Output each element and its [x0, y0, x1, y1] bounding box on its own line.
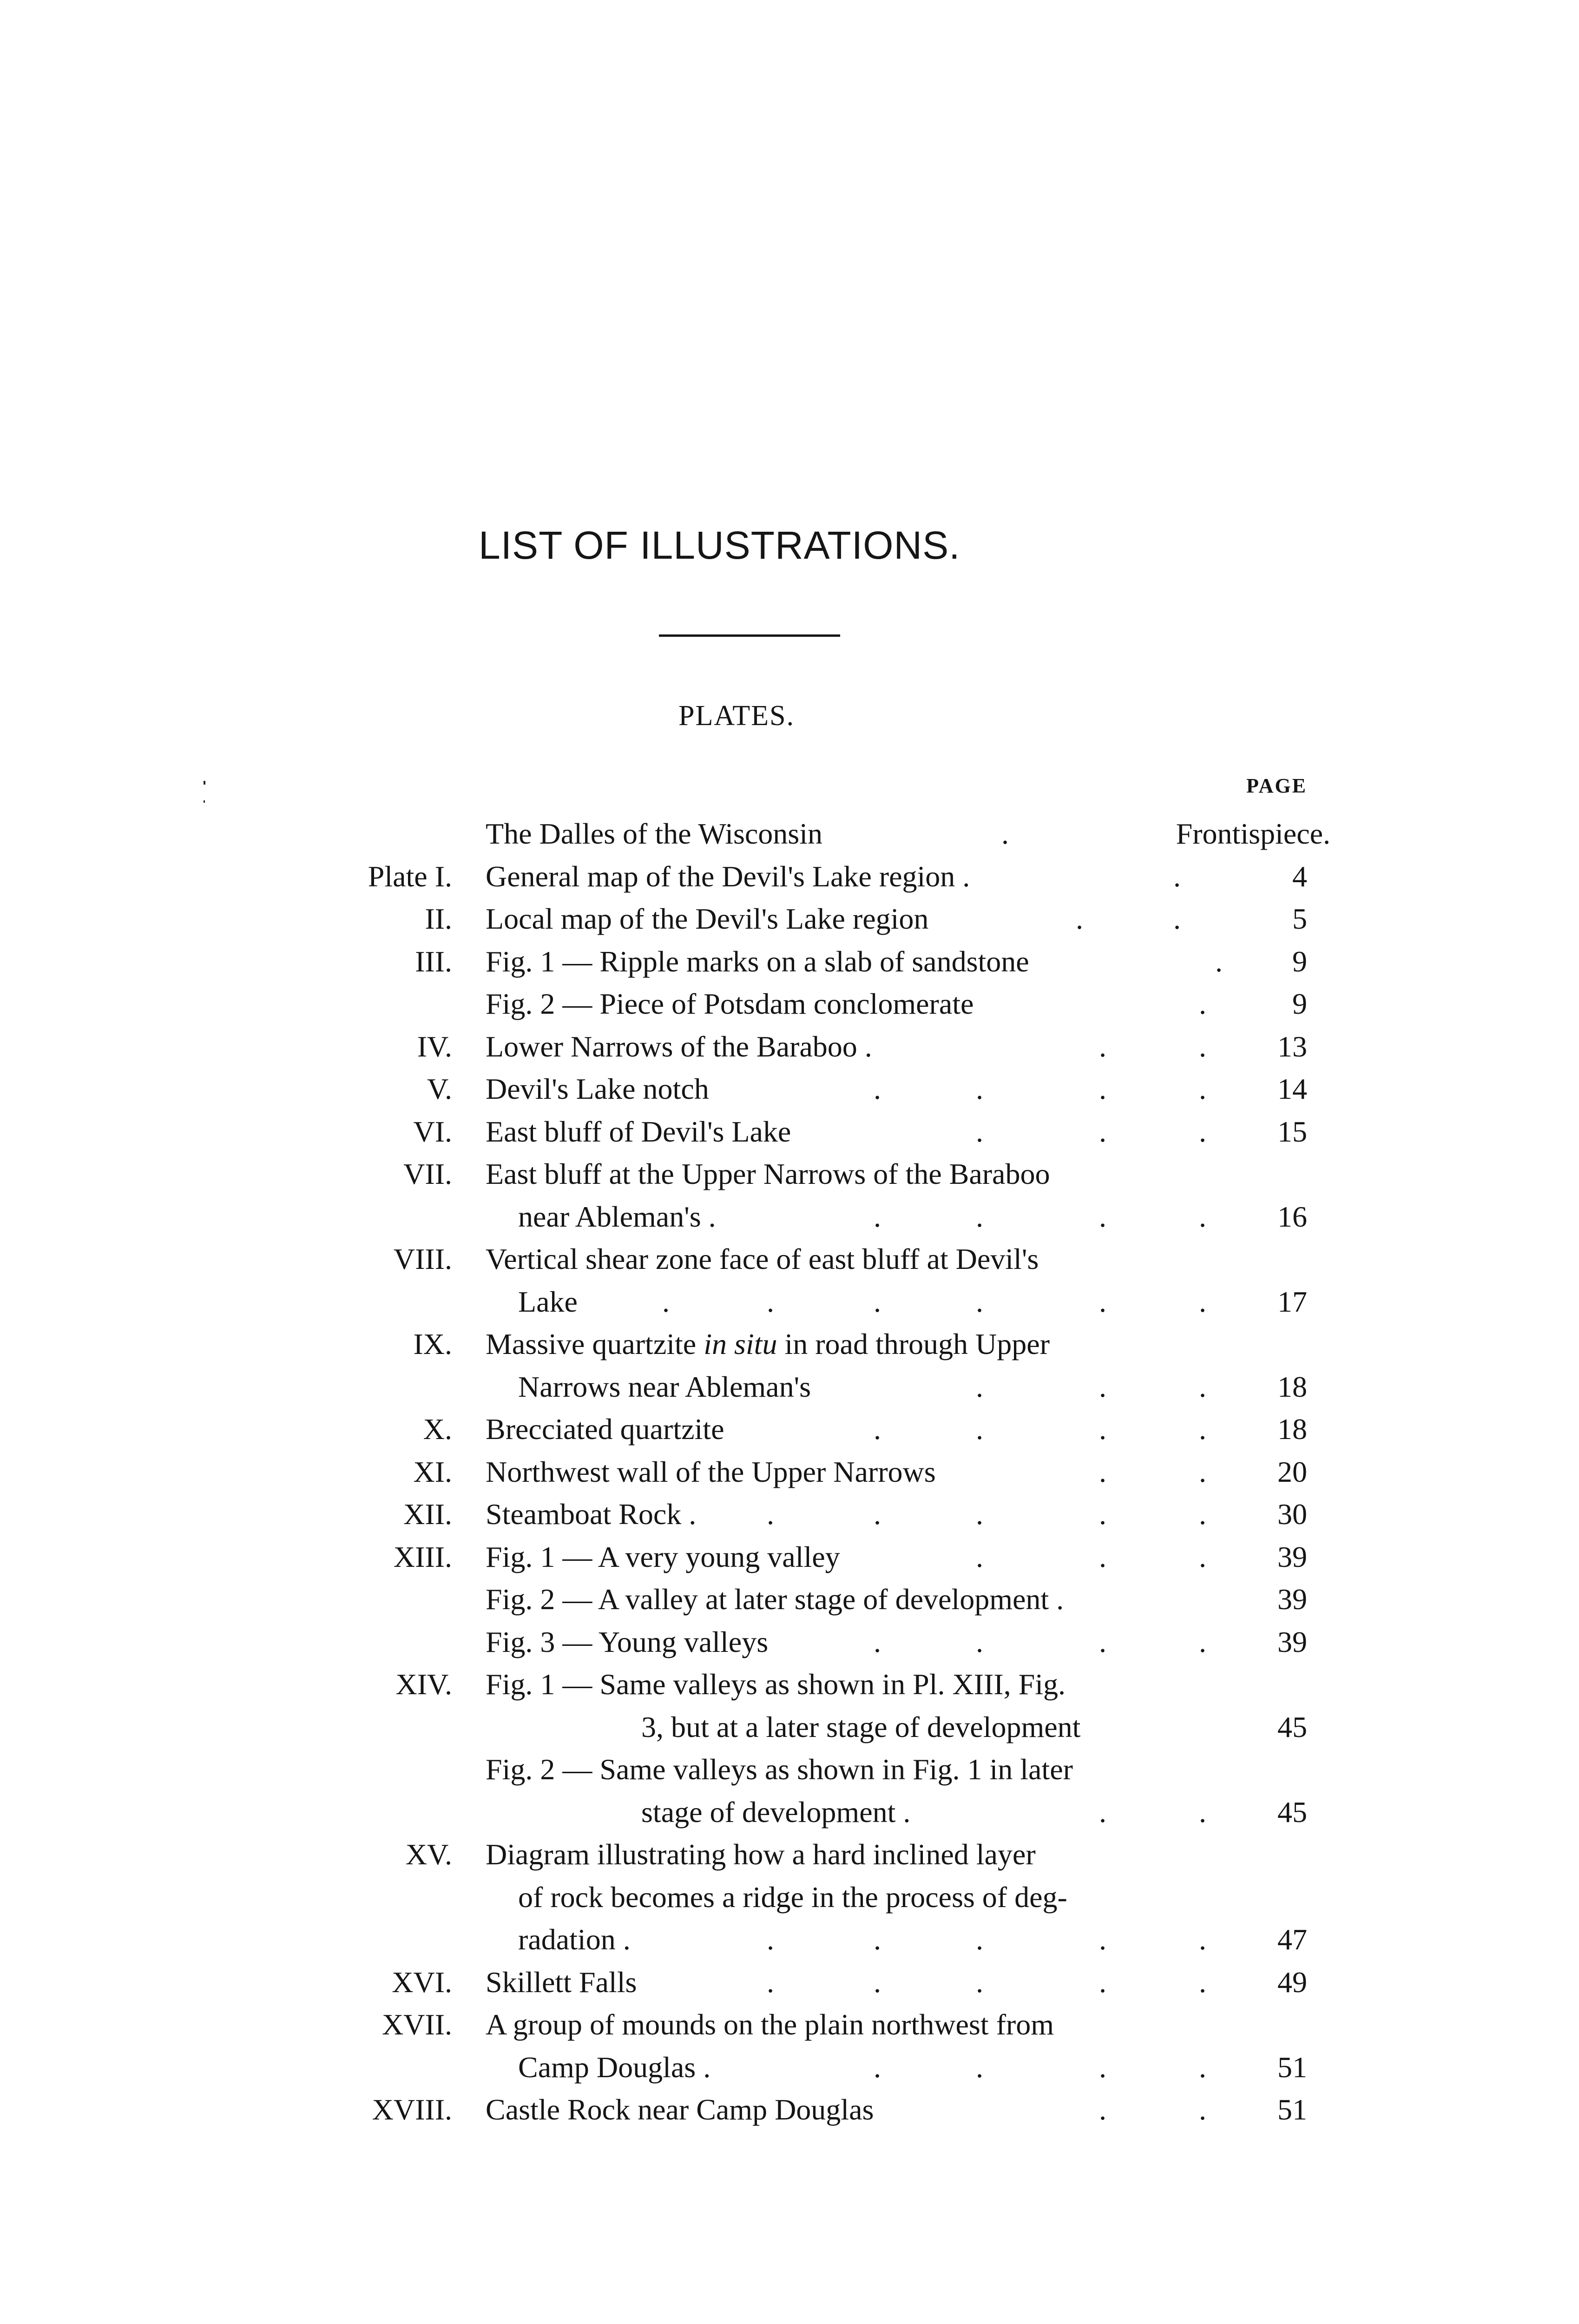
illustration-entry — [0, 855, 1579, 898]
leader-dot: . — [874, 1072, 881, 1105]
leader-dot: . — [1099, 1030, 1106, 1063]
leader-dot: . — [1001, 817, 1009, 850]
illustration-entry-continuation — [0, 1706, 1579, 1749]
entry-title: Fig. 2 — Piece of Potsdam conclomerate — [486, 987, 974, 1020]
entry-title: Devil's Lake notch — [486, 1072, 709, 1105]
leader-dot: . — [1099, 1540, 1106, 1573]
leader-dot: . — [976, 1115, 983, 1148]
page-number: 13 — [1277, 1030, 1307, 1063]
page-number: 14 — [1277, 1072, 1307, 1105]
page-number: 18 — [1277, 1413, 1307, 1446]
page-title: LIST OF ILLUSTRATIONS. — [479, 523, 961, 567]
leader-dot: . — [1199, 1030, 1206, 1063]
page-number: 15 — [1277, 1115, 1307, 1148]
leader-dot: . — [1099, 1285, 1106, 1318]
leader-dot: . — [976, 2050, 983, 2084]
leader-dot: . — [1199, 2050, 1206, 2084]
page-speck — [204, 781, 205, 785]
leader-dot: . — [1099, 1115, 1106, 1148]
page-number: 5 — [1292, 902, 1307, 935]
leader-dot: . — [1199, 1923, 1206, 1956]
plate-number: IV. — [417, 1030, 452, 1063]
leader-dot: . — [874, 1413, 881, 1446]
entry-title: Massive quartzite in situ in road through Upper — [486, 1327, 1050, 1360]
page-number: 45 — [1277, 1795, 1307, 1829]
plate-number: VI. — [413, 1115, 452, 1148]
leader-dot: . — [1099, 1072, 1106, 1105]
leader-dot: . — [1199, 1540, 1206, 1573]
leader-dot: . — [976, 1923, 983, 1956]
entry-title: East bluff at the Upper Narrows of the Baraboo — [486, 1157, 1050, 1190]
leader-dot: . — [976, 1200, 983, 1233]
leader-dot: . — [1173, 859, 1181, 893]
illustrations-list — [0, 812, 1579, 2131]
entry-title: Fig. 3 — Young valleys — [486, 1625, 769, 1658]
leader-dot: . — [874, 2050, 881, 2084]
illustration-entry — [0, 1025, 1579, 1068]
illustration-entry — [0, 1536, 1579, 1578]
page-number: 4 — [1292, 859, 1307, 893]
leader-dot: . — [1099, 1923, 1106, 1956]
leader-dot: . — [1199, 1115, 1206, 1148]
leader-dot: . — [767, 1285, 774, 1318]
plate-number: II. — [425, 902, 452, 935]
plate-number: IX. — [413, 1327, 452, 1360]
illustration-entry — [0, 1961, 1579, 2004]
leader-dot: . — [976, 1413, 983, 1446]
illustration-entry — [0, 1110, 1579, 1153]
leader-dot: . — [976, 1072, 983, 1105]
entry-title: General map of the Devil's Lake region . — [486, 859, 970, 893]
entry-title: Fig. 1 — Same valleys as shown in Pl. XIII, Fig. — [486, 1668, 1066, 1701]
illustration-entry — [0, 983, 1579, 1025]
illustration-entry — [0, 1238, 1579, 1281]
entry-title: radation . — [518, 1923, 631, 1956]
entry-title: Diagram illustrating how a hard inclined layer — [486, 1838, 1036, 1871]
entry-title: Narrows near Ableman's — [518, 1370, 811, 1403]
leader-dot: . — [976, 1965, 983, 1999]
page-number: 30 — [1277, 1498, 1307, 1531]
illustration-entry — [0, 1408, 1579, 1451]
entry-title: Northwest wall of the Upper Narrows — [486, 1455, 936, 1488]
entry-title: Skillett Falls — [486, 1965, 637, 1999]
leader-dot: . — [1099, 1370, 1106, 1403]
page-number: 39 — [1277, 1625, 1307, 1658]
leader-dot: . — [1215, 944, 1223, 978]
leader-dot: . — [1199, 1498, 1206, 1531]
entry-title: Fig. 2 — A valley at later stage of development . — [486, 1583, 1064, 1616]
plate-number: XVI. — [392, 1965, 452, 1999]
entry-title: Fig. 2 — Same valleys as shown in Fig. 1 in later — [486, 1753, 1073, 1786]
entry-title: A group of mounds on the plain northwest from — [486, 2008, 1054, 2041]
page-number: 17 — [1277, 1285, 1307, 1318]
entry-title: Castle Rock near Camp Douglas — [486, 2093, 874, 2126]
illustration-entry — [0, 940, 1579, 983]
illustration-entry — [0, 1153, 1579, 1195]
illustration-entry — [0, 1323, 1579, 1366]
entry-title: Camp Douglas . — [518, 2050, 711, 2084]
plate-number: VII. — [403, 1157, 452, 1190]
plate-number: V. — [427, 1072, 452, 1105]
entry-title: stage of development . — [641, 1795, 911, 1829]
entry-title: Fig. 1 — Ripple marks on a slab of sandstone — [486, 944, 1029, 978]
page-number: 51 — [1277, 2093, 1307, 2126]
plate-number: XVII. — [382, 2008, 452, 2041]
leader-dot: . — [976, 1540, 983, 1573]
illustration-entry — [0, 1621, 1579, 1664]
leader-dot: . — [976, 1285, 983, 1318]
illustration-entry-continuation — [0, 1366, 1579, 1408]
leader-dot: . — [1173, 902, 1181, 935]
page-number: 45 — [1277, 1710, 1307, 1743]
leader-dot: . — [1099, 1200, 1106, 1233]
page-number: 51 — [1277, 2050, 1307, 2084]
illustration-entry — [0, 1578, 1579, 1621]
leader-dot: . — [1099, 1965, 1106, 1999]
leader-dot: . — [1199, 1370, 1206, 1403]
leader-dot: . — [767, 1498, 774, 1531]
leader-dot: . — [874, 1285, 881, 1318]
page-number: 18 — [1277, 1370, 1307, 1403]
leader-dot: . — [874, 1498, 881, 1531]
illustration-entry — [0, 1663, 1579, 1706]
plate-number: VIII. — [393, 1242, 452, 1275]
leader-dot: . — [1199, 1625, 1206, 1658]
entry-title: near Ableman's . — [518, 1200, 716, 1233]
illustration-entry — [0, 2003, 1579, 2046]
leader-dot: . — [1099, 1498, 1106, 1531]
plate-number: XIV. — [395, 1668, 452, 1701]
leader-dot: . — [1199, 1455, 1206, 1488]
illustration-entry-continuation — [0, 1281, 1579, 1323]
illustration-entry — [0, 1068, 1579, 1110]
leader-dot: . — [1199, 1413, 1206, 1446]
title-rule — [659, 634, 840, 637]
leader-dot: . — [976, 1498, 983, 1531]
leader-dot: . — [767, 1923, 774, 1956]
illustration-entry — [0, 812, 1579, 855]
entry-title: Lake — [518, 1285, 578, 1318]
illustration-entry — [0, 1833, 1579, 1876]
leader-dot: . — [874, 1965, 881, 1999]
plate-number: XV. — [405, 1838, 452, 1871]
leader-dot: . — [1099, 1413, 1106, 1446]
entry-title: Steamboat Rock . — [486, 1498, 697, 1531]
leader-dot: . — [1199, 1200, 1206, 1233]
page-number: 47 — [1277, 1923, 1307, 1956]
leader-dot: . — [662, 1285, 670, 1318]
leader-dot: . — [976, 1370, 983, 1403]
leader-dot: . — [976, 1625, 983, 1658]
page-number: 39 — [1277, 1540, 1307, 1573]
page-number: 9 — [1292, 987, 1307, 1020]
entry-title: Brecciated quartzite — [486, 1413, 724, 1446]
illustration-entry-continuation — [0, 1791, 1579, 1834]
page-number: 16 — [1277, 1200, 1307, 1233]
leader-dot: . — [1099, 2050, 1106, 2084]
illustration-entry-continuation — [0, 1195, 1579, 1238]
entry-title: Vertical shear zone face of east bluff at Devil's — [486, 1242, 1039, 1275]
entry-title: of rock becomes a ridge in the process of deg- — [518, 1880, 1067, 1914]
page-number: 39 — [1277, 1583, 1307, 1616]
plate-number: XVIII. — [372, 2093, 452, 2126]
page-number: Frontispiece. — [1176, 817, 1330, 850]
illustration-entry — [0, 1451, 1579, 1493]
leader-dot: . — [1199, 1072, 1206, 1105]
leader-dot: . — [874, 1923, 881, 1956]
leader-dot: . — [1076, 902, 1083, 935]
leader-dot: . — [1099, 1625, 1106, 1658]
leader-dot: . — [874, 1625, 881, 1658]
leader-dot: . — [874, 1200, 881, 1233]
plate-number: Plate I. — [368, 859, 452, 893]
illustration-entry — [0, 2088, 1579, 2131]
leader-dot: . — [767, 1965, 774, 1999]
plate-number: XIII. — [393, 1540, 452, 1573]
illustration-entry — [0, 1748, 1579, 1791]
leader-dot: . — [1199, 1795, 1206, 1829]
entry-title: 3, but at a later stage of development — [641, 1710, 1081, 1743]
illustration-entry — [0, 898, 1579, 940]
entry-title: East bluff of Devil's Lake — [486, 1115, 791, 1148]
illustration-entry-continuation — [0, 1876, 1579, 1919]
plate-number: X. — [423, 1413, 452, 1446]
entry-title: The Dalles of the Wisconsin — [486, 817, 822, 850]
section-heading: PLATES. — [678, 700, 795, 732]
page-number: 20 — [1277, 1455, 1307, 1488]
leader-dot: . — [1099, 1795, 1106, 1829]
leader-dot: . — [1199, 987, 1206, 1020]
leader-dot: . — [1099, 1455, 1106, 1488]
illustration-entry-continuation — [0, 1918, 1579, 1961]
illustration-entry — [0, 1493, 1579, 1536]
leader-dot: . — [1199, 2093, 1206, 2126]
page-column-label: PAGE — [1246, 774, 1307, 797]
leader-dot: . — [1099, 2093, 1106, 2126]
entry-title: Lower Narrows of the Baraboo . — [486, 1030, 872, 1063]
leader-dot: . — [1199, 1965, 1206, 1999]
entry-title: Fig. 1 — A very young valley — [486, 1540, 840, 1573]
page-speck — [204, 800, 205, 803]
plate-number: XII. — [403, 1498, 452, 1531]
page-number: 9 — [1292, 944, 1307, 978]
plate-number: III. — [415, 944, 452, 978]
page-number: 49 — [1277, 1965, 1307, 1999]
illustration-entry-continuation — [0, 2046, 1579, 2089]
entry-title: Local map of the Devil's Lake region — [486, 902, 929, 935]
plate-number: XI. — [413, 1455, 452, 1488]
leader-dot: . — [1199, 1285, 1206, 1318]
